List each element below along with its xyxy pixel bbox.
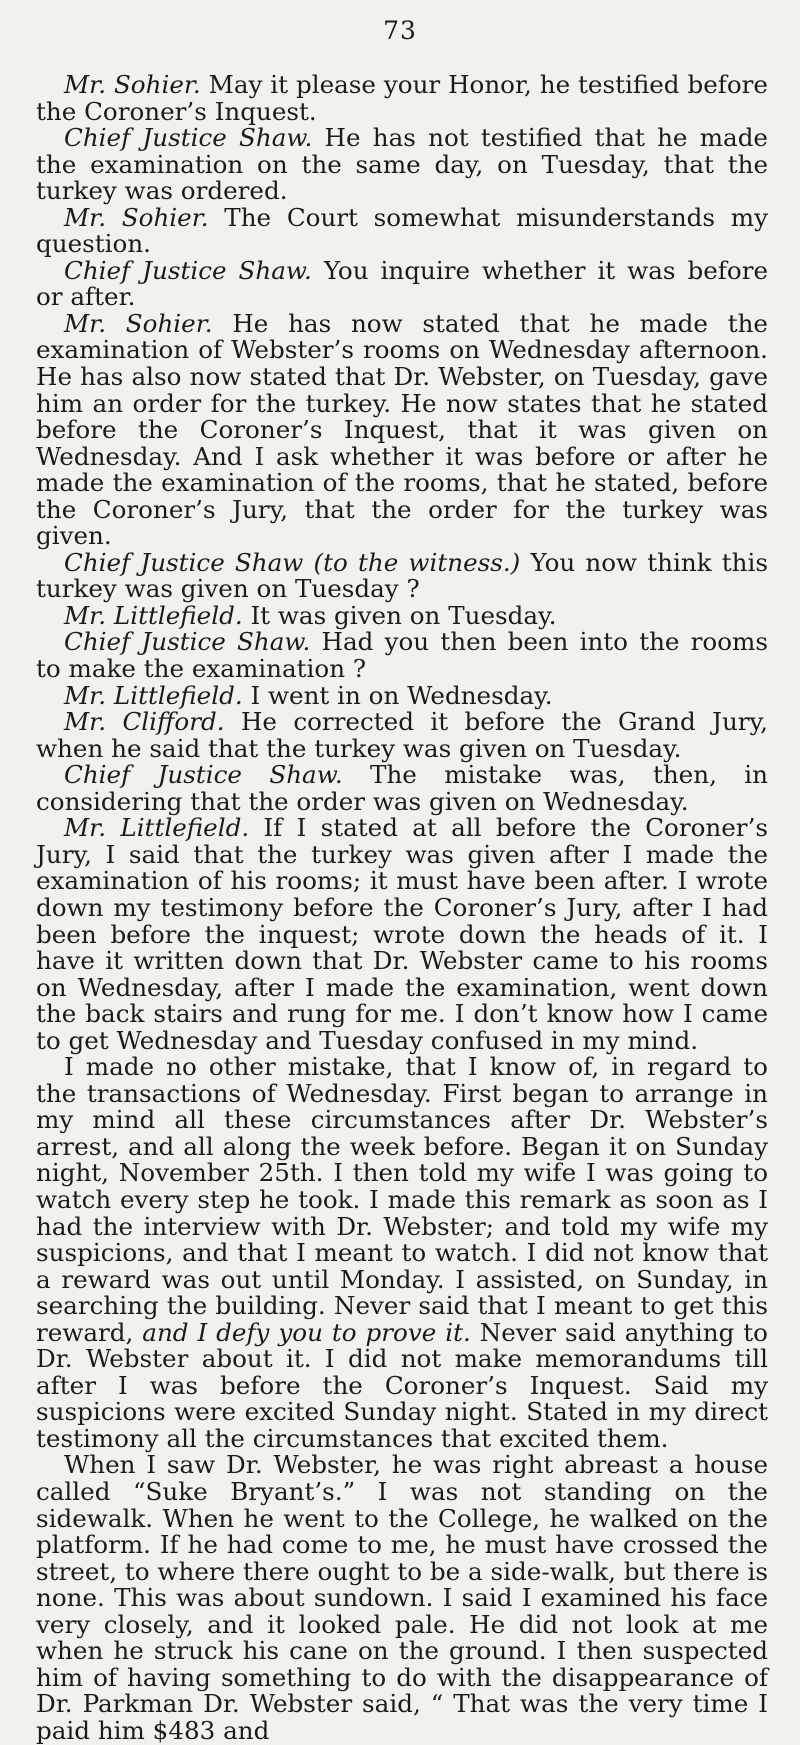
page-number: 73 [383,16,417,45]
paragraph-text: I made no other mistake, that I know of, in regard to the transactions of Wednesday. First began to arrange in my mind all these circumstances after Dr. Webster’s arrest, and all along the week before. Began it on Sunday night, November 25th. I then told my wife I was going to watch every step he took. I made this remark as soon as I had the interview with Dr. Webster; and told my wife my suspicions, and that I meant to watch. I did not know that a reward was out until Monday. I assisted, on Sunday, in searching the building. Never said that I meant to get this reward, [36,1052,768,1347]
speaker-label: Mr. Littlefield. [64,813,250,843]
paragraph-text: He has not testified that he made the examination on the same day, on Tuesday, that the turkey was ordered. [36,123,768,206]
paragraph [36,255,768,312]
paragraph-text: It was given on Tuesday. [242,600,557,630]
paragraph-text-continued: Never said anything to Dr. Webster about it. I did not make memorandums till after I was before the Coroner’s Inquest. Said my suspicions were excited Sunday night. Stated in my direct testimony all the circumstances that excited them. [36,1317,768,1453]
paragraph-text: I went in on Wednesday. [242,680,553,710]
speaker-label: Mr. Sohier. [64,70,201,99]
paragraph [36,202,768,259]
speaker-label: Chief Justice Shaw (to the witness.) [64,547,521,577]
speaker-label: Mr. Littlefield. [64,680,243,710]
paragraph [36,629,768,682]
paragraph-text: You now think this turkey was given on Tuesday ? [36,547,768,604]
paragraph-text: He corrected it before the Grand Jury, when he said that the turkey was given on Tuesday. [36,707,768,763]
paragraph [36,815,768,1054]
speaker-label: Chief Justice Shaw. [64,760,343,790]
paragraph [36,600,768,630]
speaker-label: Mr. Littlefield. [64,600,243,630]
paragraph [36,709,768,762]
paragraph-text: The mistake was, then, in considering that the order was given on Wednesday. [36,760,768,816]
paragraph [36,762,768,815]
paragraph-text: May it please your Honor, he testified before the Coroner’s Inquest. [36,70,768,126]
paragraph [36,125,768,205]
paragraph-text: Had you then been into the rooms to make the examination ? [36,627,768,684]
paragraph [36,680,768,710]
speaker-label: Mr. Sohier. [64,308,213,338]
speaker-label: Chief Justice Shaw. [64,123,313,153]
speaker-label: Mr. Clifford. [64,707,225,737]
paragraph-text: If I stated at all before the Coroner’s Jury, I said that the turkey was given after I made the examination of his rooms; it must have been after. I wrote down my testimony before the Coroner’s Jury, after I had been before the inquest; wrote down the heads of it. I have it written down that Dr. Webster came to his rooms on Wednesday, after I made the examination, went down the back stairs and rung for me. I don’t know how I came to get Wednesday and Tuesday confused in my mind. [36,813,769,1055]
speaker-label: Mr. Sohier. [64,202,209,232]
paragraph [36,547,768,604]
paragraph [36,1452,768,1744]
speaker-label: Chief Justice Shaw. [64,627,311,657]
speaker-label: Chief Justice Shaw. [64,255,312,285]
paragraph-text: You inquire whether it was before or after. [36,255,768,312]
paragraph [36,308,768,551]
paragraph-text: When I saw Dr. Webster, he was right abreast a house called “Suke Bryant’s.” I was not standing on the sidewalk. When he went to the College, he walked on the platform. If he had come to me, he must have crossed the street, to where there ought to be a side-walk, but there is none. This was about sundown. I said I examined his face very closely, and it looked pale. He did not look at me when he struck his cane on the ground. I then suspected him of having something to do with the disappearance of Dr. Parkman Dr. Webster said, “ That was the very time I paid him $483 and [36,1450,768,1745]
paragraph [36,72,768,125]
paragraph-text: He has now stated that he made the examination of Webster’s rooms on Wednesday afternoon. He has also now stated that Dr. Webster, on Tuesday, gave him an order for the turkey. He now states that he stated before the Coroner’s Inquest, that it was given on Wednesday. And I ask whether it was before or after he made the examination of the rooms, that he stated, before the Coroner’s Jury, that the order for the turkey was given. [36,308,768,551]
paragraph-text: The Court somewhat misunderstands my question. [36,202,768,259]
emphasized-text: and I defy you to prove it. [142,1317,471,1347]
paragraph [36,1054,768,1452]
